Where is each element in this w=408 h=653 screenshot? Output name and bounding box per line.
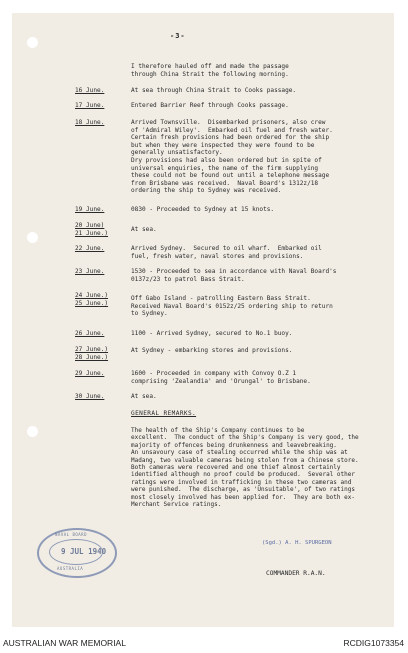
entry-date: 23 June. <box>75 268 105 275</box>
entry-text: At sea. <box>131 226 157 233</box>
punch-hole <box>27 426 38 437</box>
entry-date: 16 June. <box>75 87 105 94</box>
entry-text: 1530 - Proceeded to sea in accordance with Naval Board's 0137z/23 to patrol Bass Strait. <box>131 268 337 283</box>
punch-hole <box>27 232 38 243</box>
page-number: -3- <box>170 32 186 40</box>
punch-hole <box>27 37 38 48</box>
entry-text: At Sydney - embarking stores and provisions. <box>131 347 293 354</box>
general-remarks-text: The health of the Ship's Company continues to be excellent. The conduct of the Ship's Company is very good, the majority of offences being drunkenness and leavebreaking. An unsavoury case of stealing occurred while the ship was at Madang, two valuable cameras being stolen from a Chinese store. Both cameras were recovered and one thief almost certainly identified although no proof could be produced. Several other ratings were involved in trafficking in these two cameras and were punished. The discharge, as 'Unsuitable', of two ratings most closely involved has been applied for. They are both ex- Merchant Service ratings. <box>131 427 359 509</box>
entry-text: Arrived Townsville. Disembarked prisoners, also crew of 'Admiral Wiley'. Embarked oil fuel and fresh water. Certain fresh provisions had been ordered for the ship but when they were inspected they were found to be generally unsatisfactory. Dry provisions had also been ordered but in spite of universal enquiries, the name of the firm supplying these could not be found out until a telephone message from Brisbane was received. Naval Board's 1312z/18 ordering the ship to Sydney was received. <box>131 119 333 195</box>
entry-date: 18 June. <box>75 119 105 126</box>
entry-text: At sea. <box>131 393 157 400</box>
footer-institution: AUSTRALIAN WAR MEMORIAL <box>3 638 126 648</box>
signature: (Sgd.) A. H. SPURGEON <box>262 540 332 546</box>
entry-date: 20 June) 21 June.) <box>75 222 109 237</box>
entry-date: 30 June. <box>75 393 105 400</box>
entry-text: Off Gabo Island - patrolling Eastern Bass Strait. Received Naval Board's 0152z/25 ordering ship to return to Sydney. <box>131 295 333 318</box>
general-remarks-heading: GENERAL REMARKS. <box>131 410 197 417</box>
entry-text: 1600 - Proceeded in company with Convoy O.Z 1 comprising 'Zealandia' and 'Orungal' to Brisbane. <box>131 370 311 385</box>
stamp-bottom-text: AUSTRALIA <box>57 566 84 571</box>
signer-title: COMMANDER R.A.N. <box>266 570 326 577</box>
stamp-date: 9 JUL 1940 <box>61 547 107 556</box>
entry-date: 26 June. <box>75 330 105 337</box>
entry-date: 29 June. <box>75 370 105 377</box>
entry-date: 17 June. <box>75 102 105 109</box>
footer-record-id: RCDIG1073354 <box>343 638 404 648</box>
entry-date: 19 June. <box>75 206 105 213</box>
received-stamp <box>37 528 117 578</box>
stamp-top-text: NAVAL BOARD <box>55 532 87 537</box>
entry-date: 27 June.) 28 June.) <box>75 346 109 361</box>
entry-text: 0830 - Proceeded to Sydney at 15 knots. <box>131 206 275 213</box>
entry-date: 22 June. <box>75 245 105 252</box>
entry-text: At sea through China Strait to Cooks passage. <box>131 87 297 94</box>
intro-paragraph: I therefore hauled off and made the passage through China Strait the following morning. <box>131 63 289 78</box>
entry-text: Entered Barrier Reef through Cooks passage. <box>131 102 289 109</box>
entry-date: 24 June.) 25 June.) <box>75 292 109 307</box>
entry-text: Arrived Sydney. Secured to oil wharf. Embarked oil fuel, fresh water, naval stores and provisions. <box>131 245 322 260</box>
entry-text: 1100 - Arrived Sydney, secured to No.1 buoy. <box>131 330 293 337</box>
